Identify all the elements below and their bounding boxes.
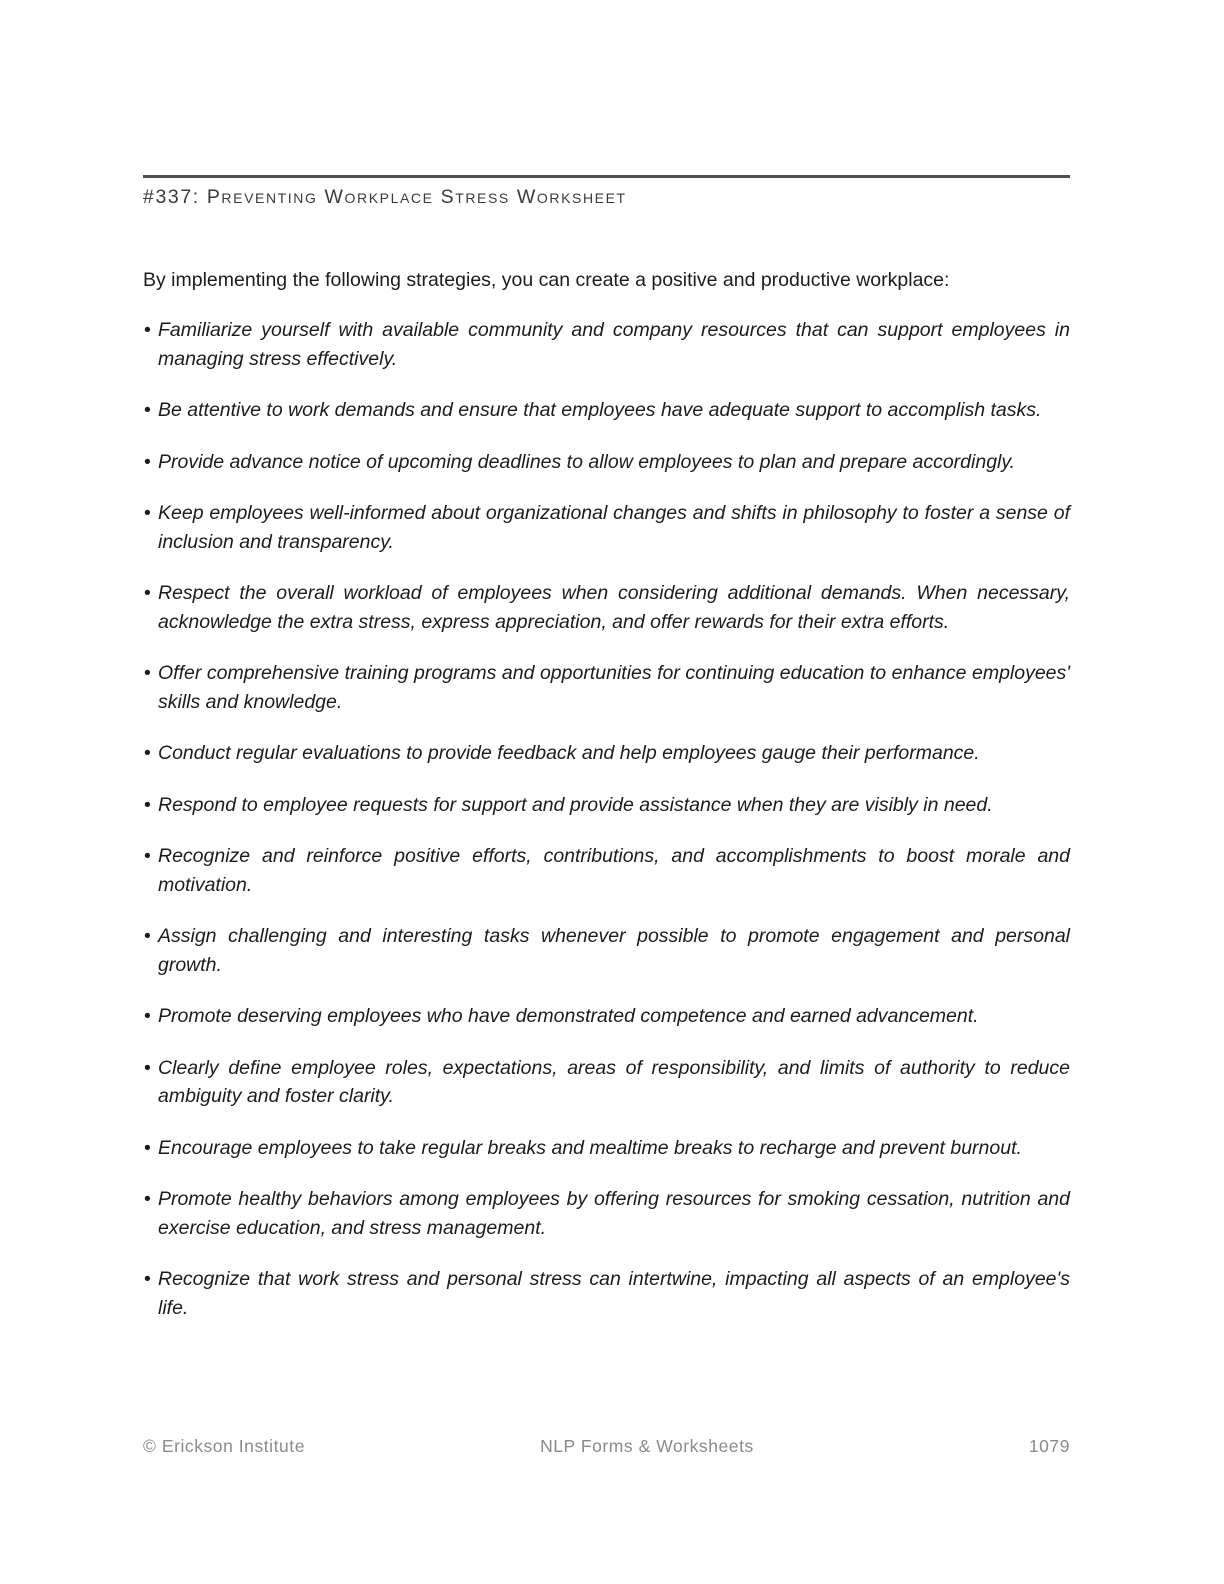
bullet-dot-icon: • — [144, 582, 151, 604]
list-item — [143, 499, 1070, 556]
bullet-dot-icon: • — [144, 1188, 151, 1210]
bullet-dot-icon: • — [144, 1005, 151, 1027]
page-title: #337: Preventing Workplace Stress Worksheet — [143, 186, 627, 208]
list-item — [143, 1054, 1070, 1111]
list-item-text: Respect the overall workload of employees when considering additional demands. When necessary, acknowledge the extra stress, express appreciation, and offer rewards for their extra efforts. — [158, 582, 1070, 633]
list-item-text: Familiarize yourself with available community and company resources that can support employees in managing stress effectively. — [158, 319, 1070, 370]
footer-series-title: NLP Forms & Worksheets — [540, 1436, 754, 1456]
list-item — [143, 1185, 1070, 1242]
list-item-text: Recognize that work stress and personal stress can intertwine, impacting all aspects of an employee's life. — [158, 1268, 1070, 1319]
list-item-text: Clearly define employee roles, expectations, areas of responsibility, and limits of authority to reduce ambiguity and foster clarity. — [158, 1056, 1070, 1107]
list-item — [143, 579, 1070, 636]
list-item — [143, 1134, 1070, 1163]
bullet-dot-icon: • — [144, 1136, 151, 1159]
bullet-dot-icon: • — [144, 925, 151, 947]
list-item — [143, 1265, 1070, 1322]
page-footer — [143, 1436, 1070, 1457]
footer-page-number: 1079 — [1028, 1436, 1070, 1456]
bullet-dot-icon: • — [144, 1268, 151, 1290]
list-item-text: Assign challenging and interesting tasks whenever possible to promote engagement and personal growth. — [158, 925, 1070, 976]
bullet-dot-icon: • — [144, 845, 151, 867]
list-item-text: Provide advance notice of upcoming deadlines to allow employees to plan and prepare accordingly. — [158, 450, 1016, 473]
list-item — [143, 739, 1070, 768]
bullet-dot-icon: • — [144, 742, 151, 764]
bullet-dot-icon: • — [144, 502, 151, 524]
document-body — [143, 266, 1070, 1322]
list-item — [143, 448, 1070, 477]
bullet-dot-icon: • — [144, 793, 151, 816]
list-item-text: Promote deserving employees who have demonstrated competence and earned advancement. — [158, 1005, 979, 1027]
bullet-dot-icon: • — [144, 399, 151, 421]
list-item-text: Recognize and reinforce positive efforts, contributions, and accomplishments to boost morale and motivation. — [158, 845, 1070, 896]
list-item-text: Keep employees well-informed about organizational changes and shifts in philosophy to foster a sense of inclusion and transparency. — [158, 502, 1070, 553]
list-item-text: Conduct regular evaluations to provide feedback and help employees gauge their performance. — [158, 742, 980, 764]
list-item — [143, 659, 1070, 716]
list-item — [143, 791, 1070, 820]
list-item — [143, 316, 1070, 373]
list-item — [143, 1002, 1070, 1031]
intro-paragraph: By implementing the following strategies, you can create a positive and productive workplace: — [143, 269, 950, 291]
bullet-dot-icon: • — [144, 1056, 151, 1079]
list-item-text: Offer comprehensive training programs and opportunities for continuing education to enhance employees' skills and knowledge. — [158, 662, 1070, 713]
list-item — [143, 922, 1070, 979]
footer-copyright: © Erickson Institute — [143, 1436, 306, 1456]
list-item — [143, 396, 1070, 425]
list-item-text: Promote healthy behaviors among employees by offering resources for smoking cessation, nutrition and exercise education, and stress management. — [158, 1188, 1070, 1239]
bullet-dot-icon: • — [144, 319, 151, 341]
header-rule-divider — [143, 175, 1070, 178]
list-item-text: Be attentive to work demands and ensure that employees have adequate support to accomplish tasks. — [158, 399, 1042, 421]
bullet-dot-icon: • — [144, 450, 151, 473]
document-header — [143, 175, 1070, 208]
list-item-text: Respond to employee requests for support and provide assistance when they are visibly in need. — [158, 793, 993, 816]
bullet-dot-icon: • — [144, 662, 151, 684]
list-item — [143, 842, 1070, 899]
list-item-text: Encourage employees to take regular breaks and mealtime breaks to recharge and prevent burnout. — [158, 1136, 1022, 1159]
strategies-list — [143, 316, 1070, 1322]
